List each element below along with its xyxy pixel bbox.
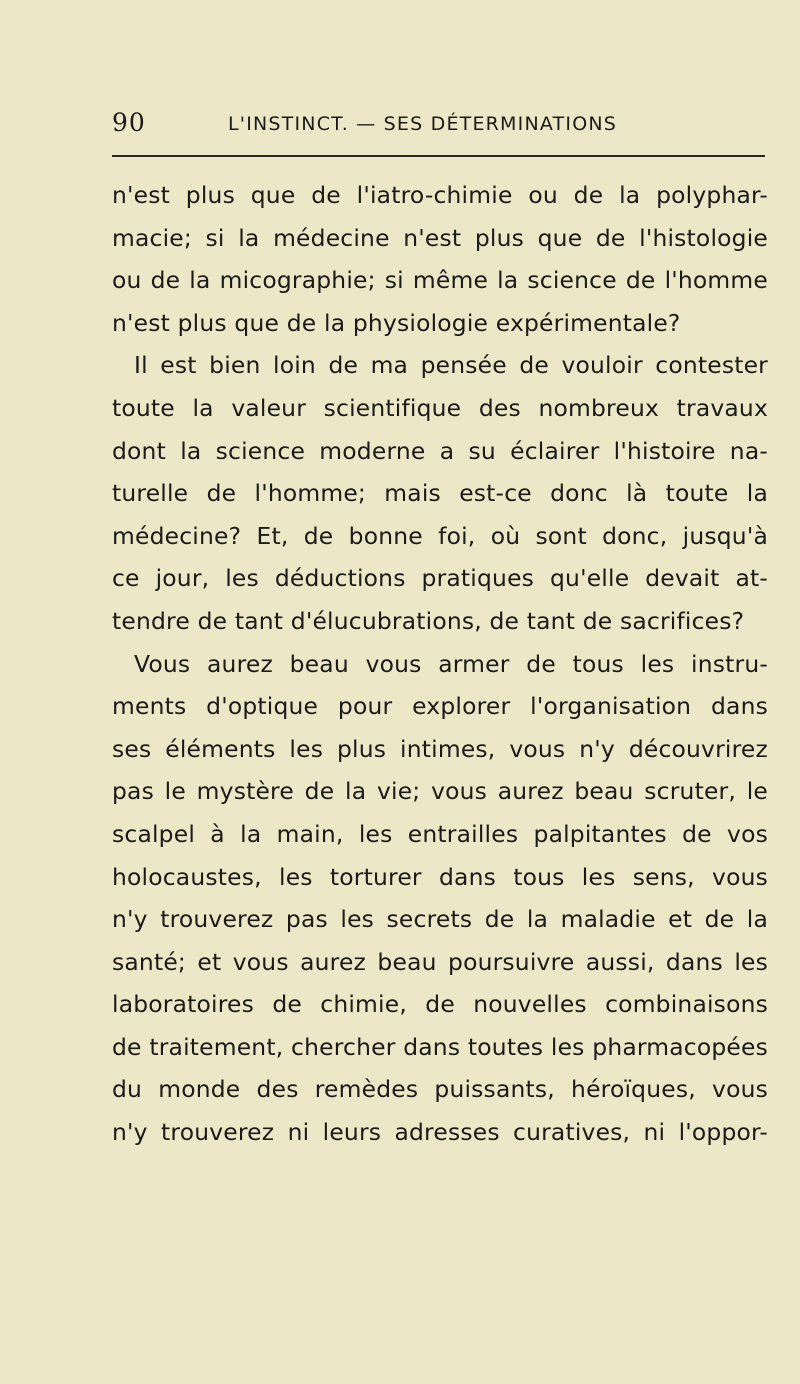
text-line: dont la science moderne a su éclairer l'histoire na- [112,436,768,465]
text-line: tendre de tant d'élucubrations, de tant de sacrifices? [112,606,745,635]
text-line: scalpel à la main, les entrailles palpitantes de vos [112,819,768,848]
text-line: toute la valeur scientifique des nombreux travaux [112,393,768,422]
text-line: ments d'optique pour explorer l'organisation dans [112,692,768,721]
header-rule [112,155,765,157]
text-line: n'y trouverez pas les secrets de la maladie et de la [112,905,768,934]
text-line: ce jour, les déductions pratiques qu'elle devait at- [112,564,768,593]
text-line: laboratoires de chimie, de nouvelles combinaisons [112,990,768,1019]
text-line: de traitement, chercher dans toutes les pharmacopées [112,1032,768,1061]
text-line: n'y trouverez ni leurs adresses curatives, ni l'oppor- [112,1118,768,1147]
text-line: Vous aurez beau vous armer de tous les instru- [134,649,768,678]
text-line: holocaustes, les torturer dans tous les sens, vous [112,862,768,891]
text-line: Il est bien loin de ma pensée de vouloir contester [134,351,768,380]
text-line: turelle de l'homme; mais est-ce donc là toute la [112,479,768,508]
text-line: santé; et vous aurez beau poursuivre aussi, dans les [112,947,768,976]
page-number: 90 [112,108,146,137]
body-text [112,174,768,1154]
text-line: n'est plus que de la physiologie expérimentale? [112,308,681,337]
text-line: pas le mystère de la vie; vous aurez beau scruter, le [112,777,768,806]
text-line: médecine? Et, de bonne foi, où sont donc, jusqu'à [112,521,768,550]
text-line: ses éléments les plus intimes, vous n'y découvrirez [112,734,768,763]
text-line: ou de la micographie; si même la science de l'homme [112,266,768,295]
text-line: du monde des remèdes puissants, héroïques, vous [112,1075,768,1104]
text-line: macie; si la médecine n'est plus que de l'histologie [112,223,768,252]
page-header [0,104,800,144]
running-head: L'INSTINCT. — SES DÉTERMINATIONS [228,113,618,135]
text-line: n'est plus que de l'iatro-chimie ou de la polyphar- [112,181,768,209]
